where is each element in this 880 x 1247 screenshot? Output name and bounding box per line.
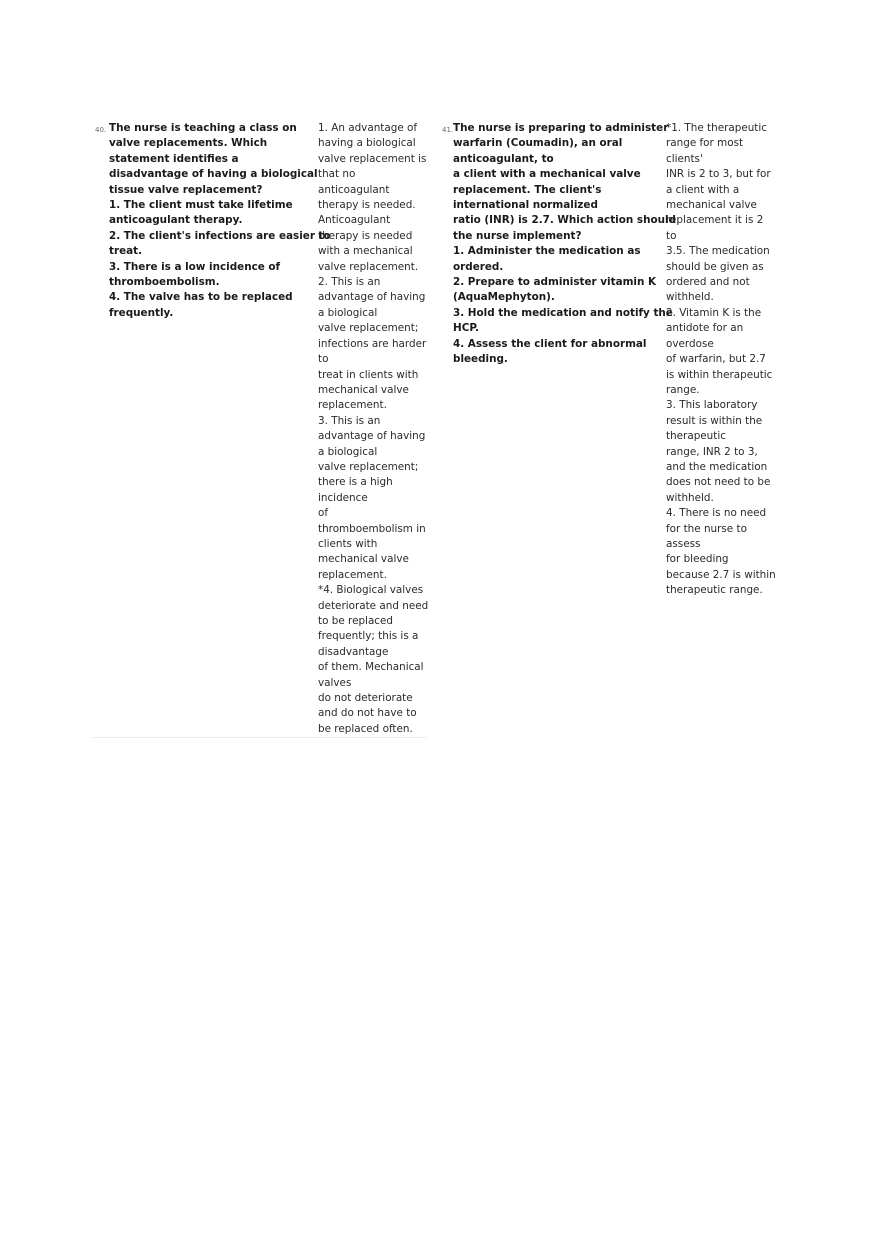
text-line: replacement it is 2 xyxy=(666,214,764,227)
text-line: that no xyxy=(318,168,356,181)
text-line: ordered. xyxy=(453,260,504,273)
text-line: 4. Assess the client for abnormal xyxy=(453,337,647,350)
text-line: treat in clients with xyxy=(318,368,419,381)
text-line: anticoagulant, to xyxy=(453,152,554,165)
text-line: treat. xyxy=(109,245,143,258)
text-line: valve replacement; xyxy=(318,460,419,473)
text-line: tissue valve replacement? xyxy=(109,183,263,196)
text-line: for the nurse to xyxy=(666,522,747,535)
text-line: withheld. xyxy=(666,291,714,304)
text-line: advantage of having xyxy=(318,291,426,304)
text-line: disadvantage xyxy=(318,645,389,658)
text-line: thromboembolism in xyxy=(318,522,426,535)
text-line: valves xyxy=(318,676,352,689)
text-line: having a biological xyxy=(318,137,416,150)
text-line: a biological xyxy=(318,445,378,458)
text-line: of xyxy=(318,507,329,520)
text-line: thromboembolism. xyxy=(109,276,220,289)
text-line: advantage of having xyxy=(318,430,426,443)
text-line: valve replacement. xyxy=(318,260,419,273)
text-line: valve replacements. Which xyxy=(109,137,268,150)
text-line: be replaced often. xyxy=(318,722,413,735)
text-line: range, INR 2 to 3, xyxy=(666,445,758,458)
text-line: replacement. xyxy=(318,568,387,581)
question-41-rationale xyxy=(666,121,778,599)
text-line: replacement. xyxy=(318,399,387,412)
question-40-stem xyxy=(109,121,331,321)
text-line: infections are harder xyxy=(318,337,427,350)
text-line: a client with a mechanical valve xyxy=(453,168,641,181)
text-line: antidote for an xyxy=(666,322,744,335)
text-line: 1. The client must take lifetime xyxy=(109,199,293,212)
text-line: The nurse is preparing to administer xyxy=(453,122,669,134)
text-line: ratio (INR) is 2.7. Which action should xyxy=(453,214,676,227)
text-line: 3. This is an xyxy=(318,414,381,427)
text-line: of them. Mechanical xyxy=(318,661,424,674)
text-line: replacement. The client's xyxy=(453,183,602,196)
text-line: with a mechanical xyxy=(318,245,413,258)
text-line: clients with xyxy=(318,537,378,550)
table-bottom-rule xyxy=(92,737,426,738)
text-line: 4. The valve has to be replaced xyxy=(109,291,293,304)
text-line: 2. Prepare to administer vitamin K xyxy=(453,276,657,289)
text-line: a biological xyxy=(318,306,378,319)
text-line: *1. The therapeutic xyxy=(666,122,767,134)
text-line: and do not have to xyxy=(318,707,417,720)
text-line: to be replaced xyxy=(318,615,394,627)
text-line: to xyxy=(318,353,329,366)
text-line: because 2.7 is within xyxy=(666,568,776,581)
text-line: and the medication xyxy=(666,460,768,473)
text-line: deteriorate and need xyxy=(318,599,429,612)
text-line: overdose xyxy=(666,337,714,350)
text-line: valve replacement; xyxy=(318,322,419,335)
text-line: 2. The client's infections are easier to xyxy=(109,229,331,242)
text-line: 3. There is a low incidence of xyxy=(109,260,281,273)
text-line: 3. Hold the medication and notify the xyxy=(453,306,673,319)
text-line: mechanical valve xyxy=(318,383,409,396)
text-line: anticoagulant therapy. xyxy=(109,214,243,227)
text-line: The nurse is teaching a class on xyxy=(109,122,297,134)
text-line: 1. An advantage of xyxy=(318,122,418,134)
text-line: 3.5. The medication xyxy=(666,245,770,258)
text-line: ordered and not xyxy=(666,276,750,289)
text-line: Anticoagulant xyxy=(318,214,391,227)
question-41-number: 41. xyxy=(442,126,454,134)
text-line: therapeutic xyxy=(666,430,726,443)
text-line: assess xyxy=(666,537,701,550)
text-line: 1. Administer the medication as xyxy=(453,245,641,258)
text-line: anticoagulant xyxy=(318,183,390,196)
text-line: should be given as xyxy=(666,260,764,273)
text-line: clients' xyxy=(666,152,703,165)
text-line: 3. This laboratory xyxy=(666,399,758,412)
text-line: therapeutic range. xyxy=(666,584,763,597)
text-line: 2. Vitamin K is the xyxy=(666,306,762,319)
text-line: (AquaMephyton). xyxy=(453,291,555,304)
text-line: a client with a xyxy=(666,183,740,196)
text-line: do not deteriorate xyxy=(318,692,413,705)
text-line: incidence xyxy=(318,491,368,504)
text-line: result is within the xyxy=(666,414,763,427)
text-line: 4. There is no need xyxy=(666,507,767,520)
text-line: the nurse implement? xyxy=(453,229,582,242)
text-line: therapy is needed. xyxy=(318,199,416,212)
text-line: mechanical valve xyxy=(666,199,757,212)
text-line: HCP. xyxy=(453,322,479,335)
text-line: is within therapeutic xyxy=(666,368,773,381)
text-line: 2. This is an xyxy=(318,276,381,289)
text-line: valve replacement is xyxy=(318,152,427,165)
text-line: range for most xyxy=(666,137,744,150)
text-line: international normalized xyxy=(453,199,598,212)
text-line: for bleeding xyxy=(666,553,729,566)
text-line: *4. Biological valves xyxy=(318,584,424,597)
text-line: bleeding. xyxy=(453,353,508,366)
text-line: there is a high xyxy=(318,476,393,489)
text-line: to xyxy=(666,229,677,242)
text-line: mechanical valve xyxy=(318,553,409,566)
text-line: frequently; this is a xyxy=(318,630,419,643)
question-40-number: 40. xyxy=(95,126,107,134)
text-line: frequently. xyxy=(109,306,174,319)
text-line: range. xyxy=(666,383,700,396)
question-40-rationale xyxy=(318,121,428,737)
text-line: warfarin (Coumadin), an oral xyxy=(453,137,623,150)
question-41-stem xyxy=(453,121,676,368)
text-line: withheld. xyxy=(666,491,714,504)
text-line: does not need to be xyxy=(666,476,771,489)
text-line: therapy is needed xyxy=(318,229,413,242)
text-line: disadvantage of having a biological xyxy=(109,168,318,181)
text-line: of warfarin, but 2.7 xyxy=(666,353,766,366)
text-line: INR is 2 to 3, but for xyxy=(666,168,771,181)
text-line: statement identifies a xyxy=(109,152,239,165)
